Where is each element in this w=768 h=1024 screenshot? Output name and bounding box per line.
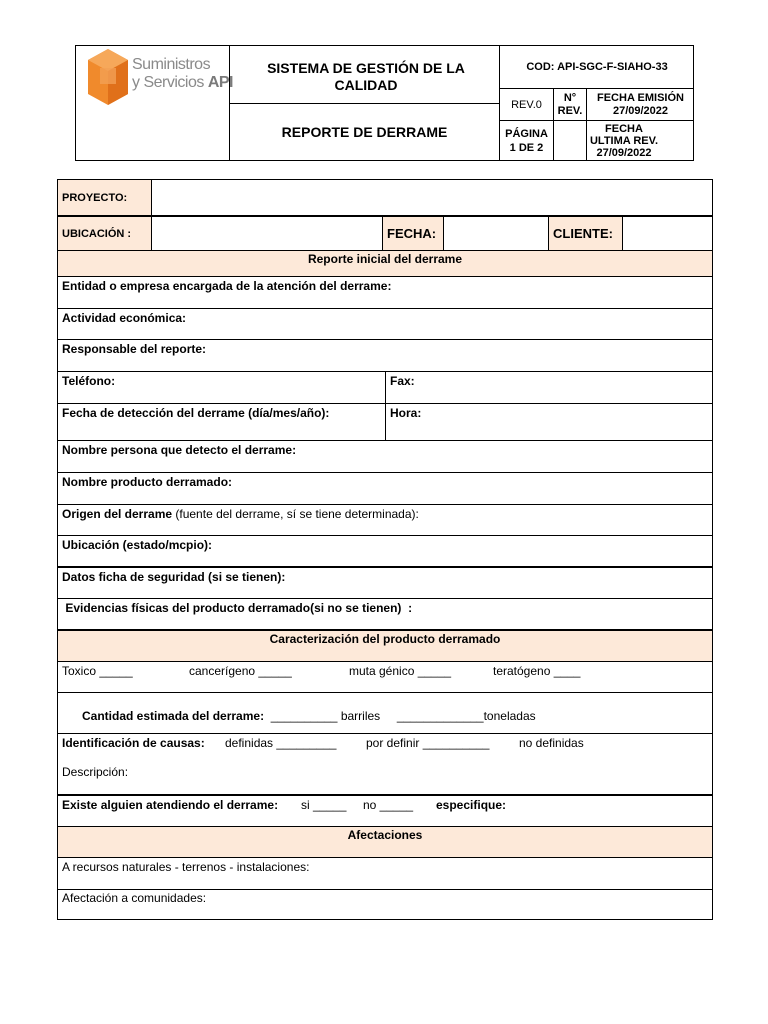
fecha-emision-label: FECHA EMISIÓN <box>597 91 684 104</box>
logo-hexagon-icon <box>86 48 130 106</box>
section-caracterizacion-title: Caracterización del producto derramado <box>269 632 501 646</box>
fecha-deteccion-label: Fecha de detección del derrame (día/mes/año): <box>62 406 330 420</box>
comunidades-label: Afectación a comunidades: <box>62 891 207 905</box>
document-header <box>75 45 694 161</box>
descripcion-label: Descripción: <box>62 765 129 779</box>
ubicacion-label: UBICACIÓN : <box>62 227 132 240</box>
row-toxicidad <box>58 661 712 692</box>
system-title: SISTEMA DE GESTIÓN DE LA CALIDAD <box>267 60 465 93</box>
si-option: si _____ <box>301 798 347 812</box>
nombre-persona-label: Nombre persona que detecto el derrame: <box>62 443 297 457</box>
page-number: PÁGINA 1 DE 2 <box>505 127 548 154</box>
existe-label: Existe alguien atendiendo el derrame: <box>62 798 279 812</box>
actividad-label: Actividad económica: <box>62 311 187 325</box>
company-logo <box>84 48 233 108</box>
document-code: COD: API-SGC-F-SIAHO-33 <box>526 61 668 73</box>
row-actividad <box>58 308 712 339</box>
cantidad-line <box>62 695 536 737</box>
section-afectaciones-title: Afectaciones <box>347 828 423 842</box>
no-definidas-option: no definidas <box>519 736 584 750</box>
revision-number: N° REV. <box>557 91 583 117</box>
row-recursos <box>58 857 712 889</box>
row-telefono <box>58 371 712 403</box>
fecha-ultima-rev <box>554 121 694 160</box>
especifique-label: especifique: <box>436 798 507 812</box>
fecha-emision-value: 27/09/2022 <box>612 104 669 117</box>
row-nombre-producto <box>58 472 712 504</box>
fecha-label: FECHA: <box>382 217 443 250</box>
row-entidad <box>58 276 712 308</box>
evidencias-label: Evidencias físicas del producto derramado(si no se tienen) : <box>62 601 413 615</box>
cantidad-units: __________ barriles _____________toneladas <box>264 709 536 723</box>
cliente-label: CLIENTE: <box>548 217 622 250</box>
datos-ficha-label: Datos ficha de seguridad (si se tienen): <box>62 570 286 584</box>
fecha-field[interactable] <box>443 217 548 250</box>
row-ubicacion <box>58 215 712 250</box>
row-identificacion <box>58 733 712 794</box>
no-option: no _____ <box>363 798 414 812</box>
toxico-option: Toxico _____ <box>62 664 133 678</box>
row-responsable <box>58 339 712 371</box>
definidas-option: definidas _________ <box>225 736 337 750</box>
identificacion-label: Identificación de causas: <box>62 736 205 750</box>
section-reporte-inicial-title: Reporte inicial del derrame <box>307 252 463 266</box>
report-title: REPORTE DE DERRAME <box>281 124 448 140</box>
section-afectaciones <box>58 826 712 857</box>
row-ubicacion-estado <box>58 535 712 566</box>
origen-cell <box>58 505 712 535</box>
logo-text-line2: y Servicios <box>132 74 204 91</box>
responsable-label: Responsable del reporte: <box>62 342 207 356</box>
logo-brand: API <box>207 74 233 91</box>
row-origen <box>58 504 712 535</box>
origen-label: Origen del derrame <box>62 507 173 521</box>
fecha-ultima-label: FECHA ULTIMA REV. <box>589 122 659 147</box>
teratogeno-option: teratógeno ____ <box>493 664 581 678</box>
section-caracterizacion <box>58 629 712 661</box>
mutagenico-option: muta génico _____ <box>349 664 452 678</box>
ubicacion-field[interactable] <box>151 217 382 250</box>
hora-label: Hora: <box>385 404 712 440</box>
logo-text-line1: Suministros <box>132 56 211 73</box>
row-fecha-deteccion <box>58 403 712 440</box>
cantidad-label: Cantidad estimada del derrame: <box>82 709 265 723</box>
row-cantidad <box>58 692 712 733</box>
telefono-label: Teléfono: <box>62 374 116 388</box>
ubicacion-estado-label: Ubicación (estado/mcpio): <box>62 538 213 552</box>
proyecto-field[interactable] <box>151 180 712 215</box>
section-reporte-inicial <box>58 250 712 276</box>
row-evidencias <box>58 598 712 629</box>
row-proyecto <box>58 180 712 215</box>
cliente-field[interactable] <box>622 217 712 250</box>
fecha-emision <box>587 89 694 120</box>
row-datos-ficha <box>58 566 712 598</box>
por-definir-option: por definir __________ <box>366 736 490 750</box>
recursos-label: A recursos naturales - terrenos - instalaciones: <box>62 860 310 874</box>
row-existe-atencion <box>58 794 712 826</box>
row-comunidades <box>58 889 712 919</box>
cancerigeno-option: cancerígeno _____ <box>189 664 292 678</box>
fecha-ultima-value: 27/09/2022 <box>596 146 652 159</box>
revision: REV.0 <box>511 98 542 111</box>
proyecto-label: PROYECTO: <box>62 191 128 204</box>
row-nombre-persona <box>58 440 712 472</box>
spill-report-form <box>57 179 713 920</box>
nombre-producto-label: Nombre producto derramado: <box>62 475 233 489</box>
entidad-label: Entidad o empresa encargada de la atención del derrame: <box>62 279 392 293</box>
fax-label: Fax: <box>385 372 712 403</box>
origen-note: (fuente del derrame, sí se tiene determinada): <box>172 507 419 521</box>
